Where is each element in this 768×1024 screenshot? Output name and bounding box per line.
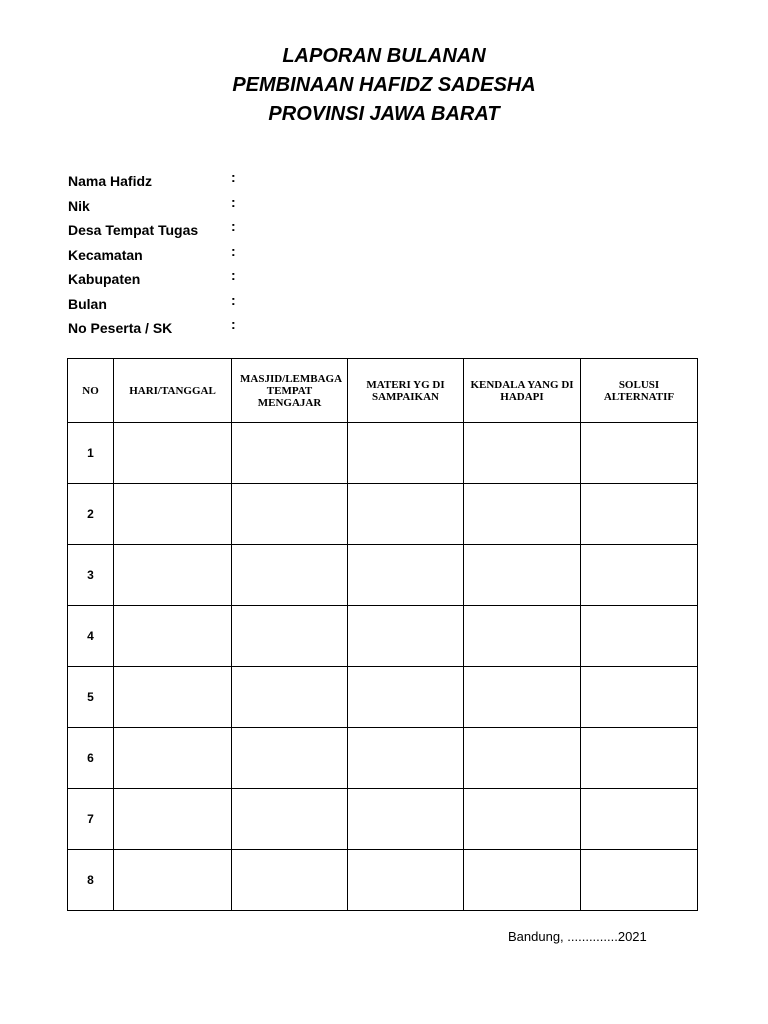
field-colon: : <box>231 169 236 185</box>
title-line-2: PEMBINAAN HAFIDZ SADESHA <box>232 74 536 96</box>
field-label: No Peserta / SK <box>68 320 173 336</box>
cell-kendala[interactable] <box>464 423 581 484</box>
table-row <box>68 789 698 850</box>
cell-kendala[interactable] <box>464 667 581 728</box>
cell-solusi[interactable] <box>581 850 698 911</box>
cell-hari-tanggal[interactable] <box>114 789 232 850</box>
cell-hari-tanggal[interactable] <box>114 484 232 545</box>
row-number: 8 <box>68 850 114 911</box>
field-colon: : <box>231 218 236 234</box>
field-colon: : <box>231 267 236 283</box>
cell-materi[interactable] <box>348 789 464 850</box>
cell-kendala[interactable] <box>464 484 581 545</box>
cell-masjid-lembaga[interactable] <box>232 728 348 789</box>
title-line-1: LAPORAN BULANAN <box>282 45 486 67</box>
cell-solusi[interactable] <box>581 789 698 850</box>
title-line-3: PROVINSI JAWA BARAT <box>268 103 500 125</box>
cell-solusi[interactable] <box>581 545 698 606</box>
cell-materi[interactable] <box>348 423 464 484</box>
table-row <box>68 728 698 789</box>
cell-materi[interactable] <box>348 850 464 911</box>
field-colon: : <box>231 291 236 308</box>
cell-kendala[interactable] <box>464 606 581 667</box>
cell-solusi[interactable] <box>581 423 698 484</box>
table-row <box>68 423 698 484</box>
cell-masjid-lembaga[interactable] <box>232 484 348 545</box>
field-label: Kabupaten <box>68 271 141 287</box>
report-table <box>67 358 698 911</box>
cell-materi[interactable] <box>348 545 464 606</box>
cell-hari-tanggal[interactable] <box>114 667 232 728</box>
cell-solusi[interactable] <box>581 667 698 728</box>
cell-hari-tanggal[interactable] <box>114 606 232 667</box>
table-header-row <box>68 359 698 423</box>
cell-kendala[interactable] <box>464 728 581 789</box>
cell-materi[interactable] <box>348 606 464 667</box>
table-row <box>68 545 698 606</box>
header-masjid-lembaga: MASJID/LEMBAGA TEMPAT MENGAJAR <box>232 359 348 423</box>
field-label: Bulan <box>68 295 107 312</box>
row-number: 7 <box>68 789 114 850</box>
cell-materi[interactable] <box>348 484 464 545</box>
field-label: Kecamatan <box>68 246 143 263</box>
cell-hari-tanggal[interactable] <box>114 423 232 484</box>
cell-materi[interactable] <box>348 667 464 728</box>
place-date: Bandung, ..............2021 <box>508 929 647 944</box>
header-materi: MATERI YG DI SAMPAIKAN <box>348 359 464 423</box>
field-colon: : <box>231 316 236 332</box>
cell-kendala[interactable] <box>464 789 581 850</box>
cell-kendala[interactable] <box>464 545 581 606</box>
cell-hari-tanggal[interactable] <box>114 545 232 606</box>
cell-hari-tanggal[interactable] <box>114 728 232 789</box>
cell-hari-tanggal[interactable] <box>114 850 232 911</box>
header-kendala: KENDALA YANG DI HADAPI <box>464 359 581 423</box>
row-number: 1 <box>68 423 114 484</box>
document-title <box>0 42 768 129</box>
table-row <box>68 667 698 728</box>
field-label: Nik <box>68 197 90 214</box>
table-row <box>68 606 698 667</box>
row-number: 6 <box>68 728 114 789</box>
cell-solusi[interactable] <box>581 728 698 789</box>
row-number: 2 <box>68 484 114 545</box>
header-solusi: SOLUSI ALTERNATIF <box>581 359 698 423</box>
field-label: Desa Tempat Tugas <box>68 222 199 238</box>
cell-solusi[interactable] <box>581 484 698 545</box>
cell-solusi[interactable] <box>581 606 698 667</box>
header-no: NO <box>68 359 114 423</box>
row-number: 4 <box>68 606 114 667</box>
table-row <box>68 850 698 911</box>
field-colon: : <box>231 193 236 210</box>
cell-materi[interactable] <box>348 728 464 789</box>
field-label: Nama Hafidz <box>68 173 153 189</box>
cell-kendala[interactable] <box>464 850 581 911</box>
field-colon: : <box>231 242 236 259</box>
table-row <box>68 484 698 545</box>
cell-masjid-lembaga[interactable] <box>232 850 348 911</box>
cell-masjid-lembaga[interactable] <box>232 606 348 667</box>
row-number: 3 <box>68 545 114 606</box>
cell-masjid-lembaga[interactable] <box>232 423 348 484</box>
cell-masjid-lembaga[interactable] <box>232 789 348 850</box>
row-number: 5 <box>68 667 114 728</box>
header-hari-tanggal: HARI/TANGGAL <box>114 359 232 423</box>
cell-masjid-lembaga[interactable] <box>232 545 348 606</box>
cell-masjid-lembaga[interactable] <box>232 667 348 728</box>
